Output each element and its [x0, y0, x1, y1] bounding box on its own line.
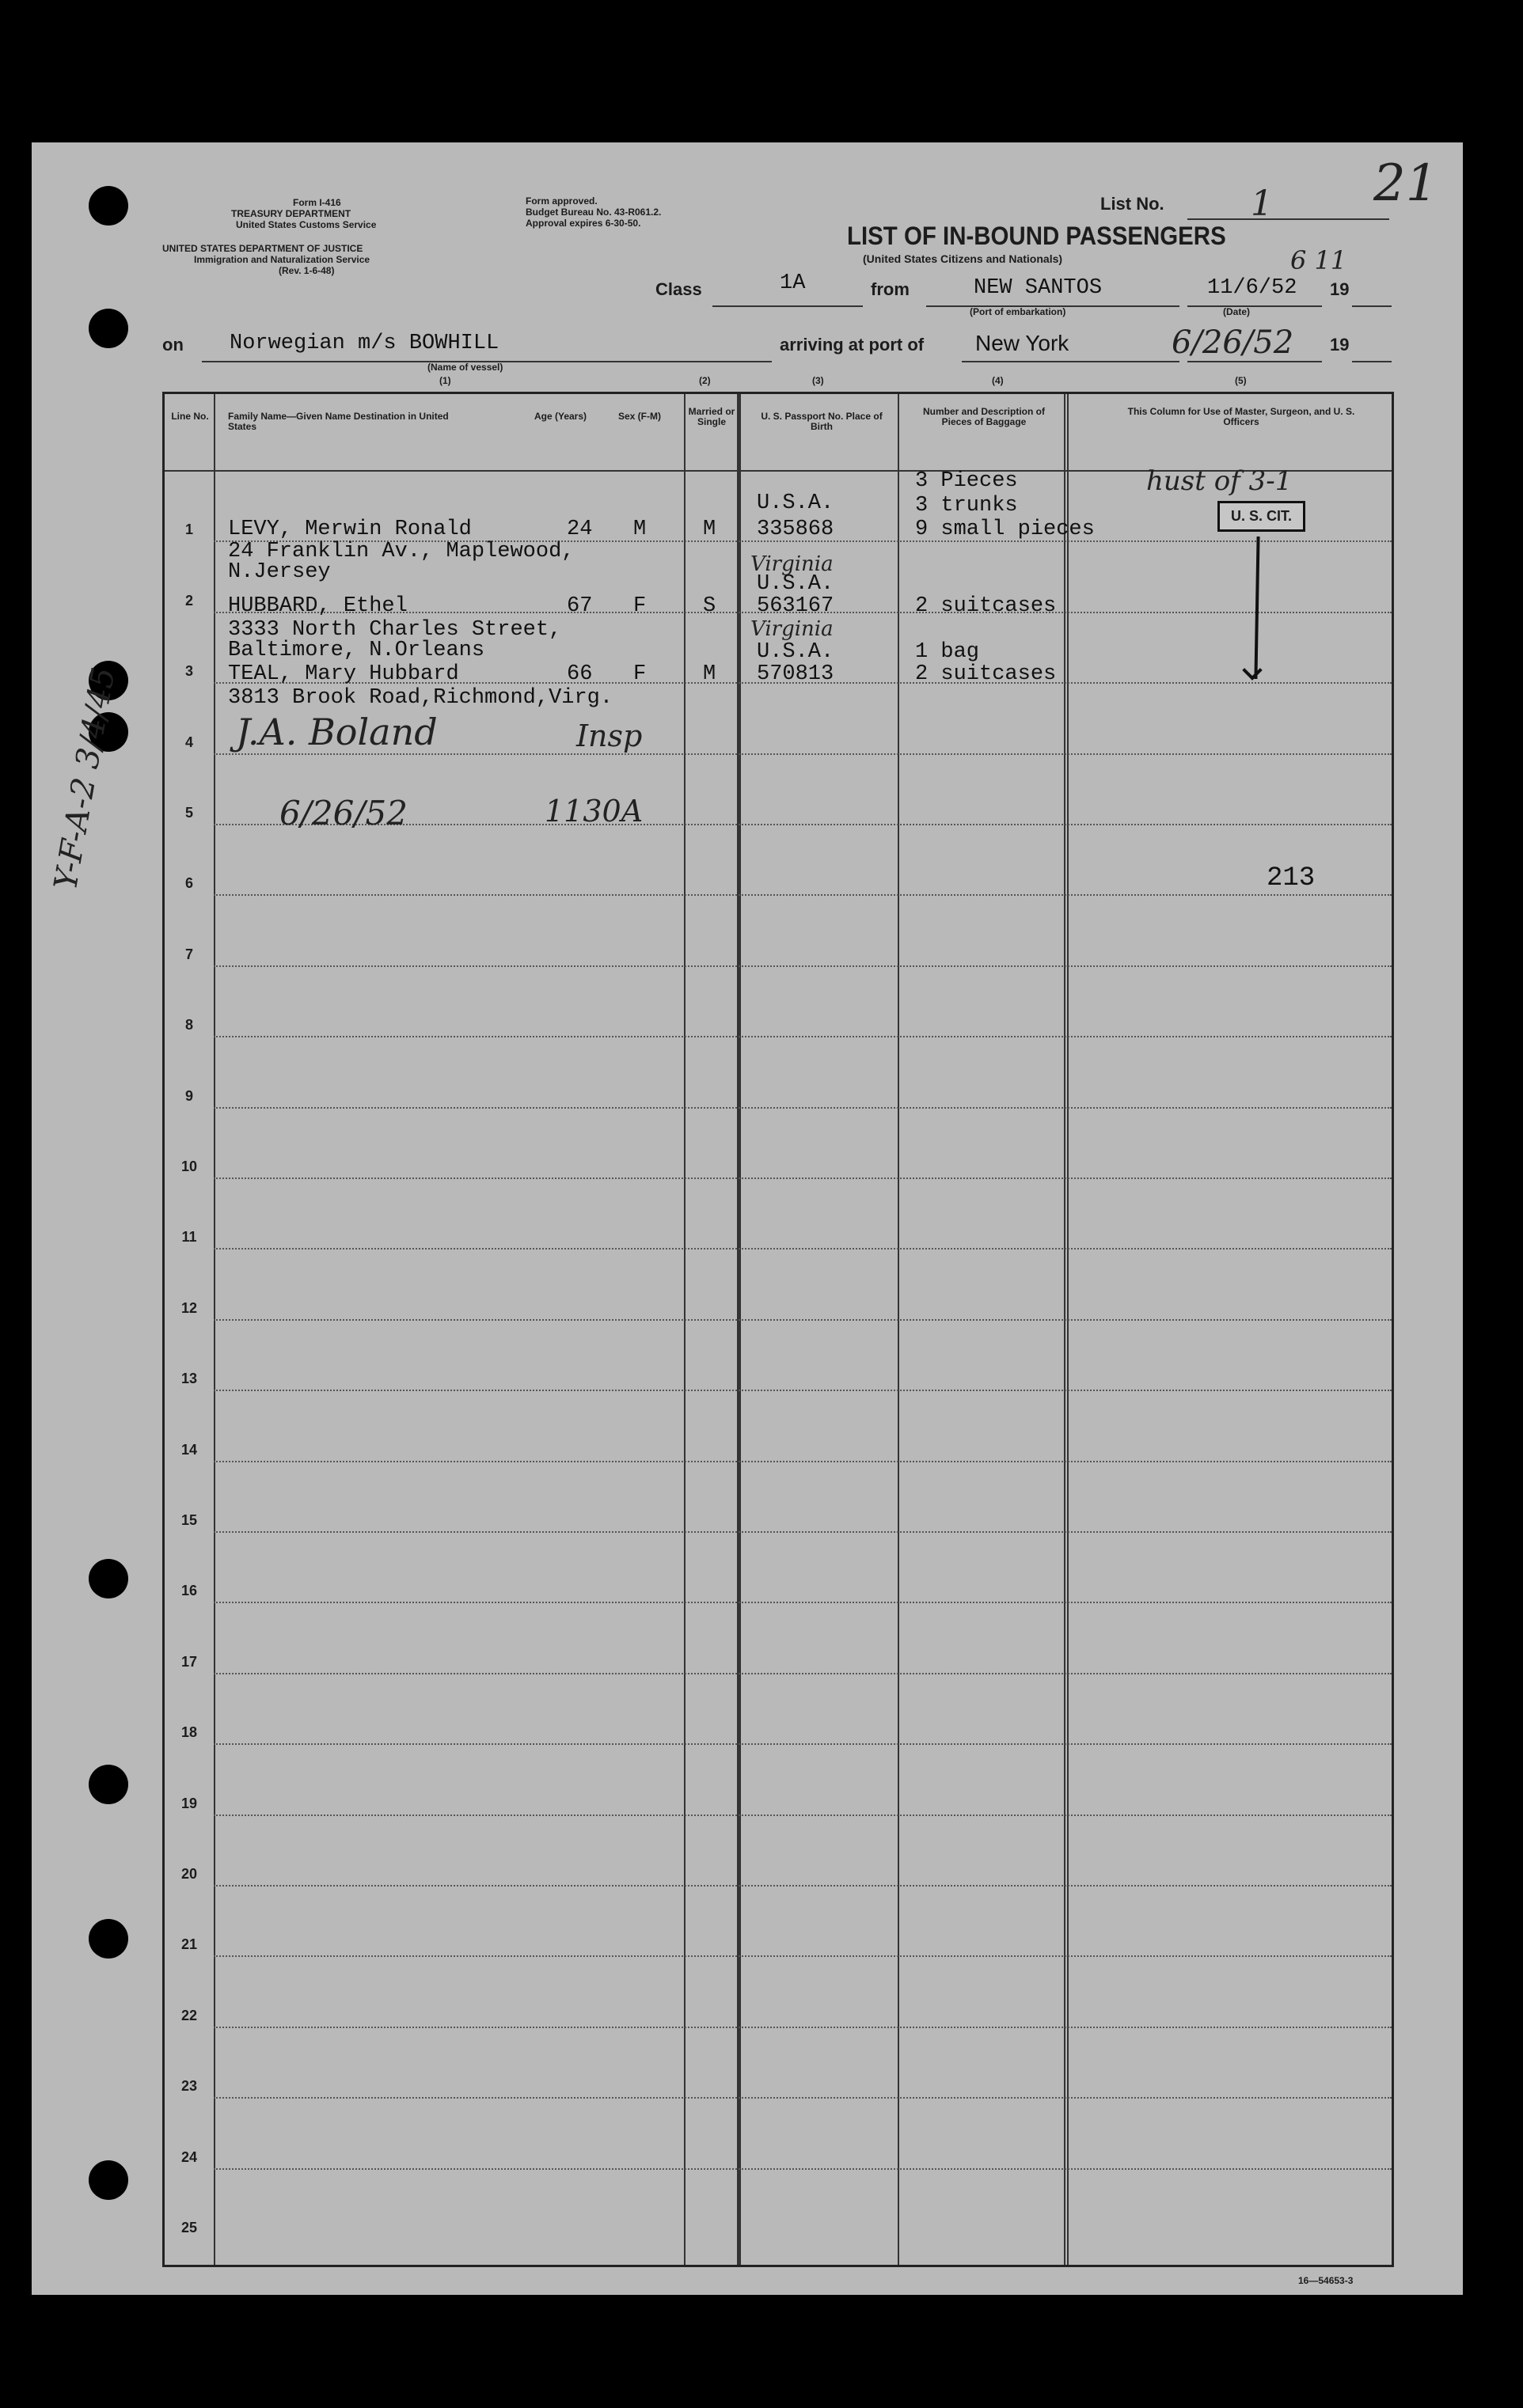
corner-number: 21 [1373, 154, 1438, 213]
justice-dept: UNITED STATES DEPARTMENT OF JUSTICE [162, 243, 363, 254]
budget-bureau: Budget Bureau No. 43-R061.2. [526, 207, 662, 218]
col-marker-4: (4) [992, 375, 1004, 386]
passenger-1-baggage-1: 3 Pieces [915, 469, 1018, 493]
passenger-2-birthplace: U.S.A. [757, 572, 834, 596]
form-number: Form I-416 [293, 197, 341, 208]
passenger-2-birthplace-note: Virginia [750, 552, 834, 576]
margin-note: Y-F-A-2 3/4/45 [47, 664, 123, 893]
line-number: 5 [184, 805, 193, 821]
signed-time: 1130A [545, 794, 644, 829]
punch-hole [89, 1919, 128, 1959]
passenger-2-baggage-1: 2 suitcases [915, 594, 1057, 618]
arriving-label: arriving at port of [780, 335, 925, 355]
passenger-1-name: LEVY, Merwin Ronald [228, 518, 472, 541]
row-rule [214, 1461, 1392, 1463]
row-rule [214, 1673, 1392, 1675]
arrival-date: 6/26/52 [1172, 324, 1294, 361]
col-marker-1: (1) [439, 375, 451, 386]
list-no-line [1187, 195, 1389, 220]
passenger-3-baggage-1: 1 bag [915, 640, 980, 664]
col-head-married: Married or Single [688, 406, 735, 427]
year-prefix-2: 19 [1330, 335, 1350, 355]
row-rule [214, 2027, 1392, 2029]
line-number: 11 [181, 1229, 197, 1246]
line-number: 25 [180, 2220, 198, 2235]
date-caption: (Date) [1223, 306, 1251, 317]
row-rule [214, 753, 1392, 756]
passenger-1-marital: M [703, 518, 716, 541]
passenger-1-passport: 335868 [757, 518, 834, 541]
on-label: on [162, 335, 184, 355]
punch-hole [89, 1559, 128, 1598]
revision: (Rev. 1-6-48) [279, 265, 335, 276]
row-rule [214, 1177, 1392, 1180]
page-title: LIST OF IN-BOUND PASSENGERS [847, 222, 1226, 250]
line-number: 7 [184, 946, 193, 962]
row-rule [214, 894, 1392, 897]
passenger-2-name: HUBBARD, Ethel [228, 594, 408, 618]
col-head-line: Line No. [171, 411, 209, 422]
passenger-1-age: 24 [567, 518, 593, 541]
row-rule [214, 1248, 1392, 1250]
punch-hole [89, 309, 128, 348]
row-rule [214, 1319, 1392, 1322]
passenger-3-marital: M [703, 662, 716, 686]
footer-code: 16—54653-3 [1298, 2275, 1354, 2286]
line-number: 4 [184, 734, 193, 750]
passenger-3-name: TEAL, Mary Hubbard [228, 662, 459, 686]
year-prefix: 19 [1330, 279, 1350, 299]
line-number: 15 [180, 1512, 198, 1528]
row-rule [214, 1036, 1392, 1038]
citizen-stamp [1217, 501, 1305, 532]
passenger-3-address-1: 3813 Brook Road,Richmond,Virg. [228, 686, 613, 710]
line-number: 17 [180, 1653, 198, 1670]
bracket-line [1254, 537, 1259, 679]
passenger-3-age: 66 [567, 662, 593, 686]
passenger-1-baggage-2: 3 trunks [915, 494, 1018, 518]
vessel-caption: (Name of vessel) [427, 362, 503, 373]
row-rule [214, 1743, 1392, 1746]
year-line-2 [1352, 337, 1392, 362]
passenger-1-birthplace: U.S.A. [757, 491, 834, 515]
class-label: Class [655, 279, 702, 299]
class-value: 1A [780, 271, 806, 295]
officer-note: hust of 3-1 [1146, 465, 1293, 497]
row-rule [214, 965, 1392, 968]
line-number: 10 [180, 1158, 198, 1174]
form-approved: Form approved. [526, 195, 598, 207]
passenger-3-passport: 570813 [757, 662, 834, 686]
row-rule [214, 1531, 1392, 1534]
treasury-dept: TREASURY DEPARTMENT [231, 208, 351, 219]
passenger-1-baggage-3: 9 small pieces [915, 518, 1095, 541]
signed-date: 6/26/52 [279, 794, 408, 832]
line-number: 20 [180, 1866, 198, 1882]
vessel-name: Norwegian m/s BOWHILL [230, 332, 499, 355]
passenger-2-address-2: Baltimore, N.Orleans [228, 639, 485, 662]
col-head-officers: This Column for Use of Master, Surgeon, and U. S. Officers [1127, 406, 1355, 427]
list-no-label: List No. [1100, 194, 1164, 214]
row-rule [214, 1602, 1392, 1604]
passenger-3-baggage-2: 2 suitcases [915, 662, 1057, 686]
punch-hole [89, 1765, 128, 1804]
passenger-2-age: 67 [567, 594, 593, 618]
line-number: 16 [180, 1583, 198, 1599]
line-number: 6 [184, 875, 193, 892]
line-number: 8 [184, 1017, 193, 1033]
bracket-arrow [1242, 660, 1262, 680]
passenger-2-sex: F [633, 594, 647, 618]
row-rule [214, 1107, 1392, 1109]
page-subtitle: (United States Citizens and Nationals) [863, 252, 1063, 265]
port-of-embarkation: NEW SANTOS [974, 276, 1103, 300]
col-marker-2: (2) [699, 375, 711, 386]
passenger-2-marital: S [703, 594, 716, 618]
line-number: 12 [180, 1299, 198, 1316]
passenger-1-address-2: N.Jersey [228, 560, 331, 584]
passenger-3-sex: F [633, 662, 647, 686]
row-rule [214, 1815, 1392, 1817]
row-rule [214, 1955, 1392, 1958]
inspector-title: Insp [576, 719, 643, 753]
embarkation-date: 11/6/52 [1207, 276, 1297, 300]
line-number: 21 [180, 1936, 198, 1953]
passenger-table [162, 392, 1394, 2267]
line-number: 14 [180, 1441, 198, 1458]
passenger-2-passport: 563167 [757, 594, 834, 618]
arrival-port: New York [975, 331, 1069, 355]
inspector-signature: J.A. Boland [236, 711, 438, 753]
line-number: 13 [180, 1371, 198, 1387]
line-number: 22 [180, 2007, 198, 2023]
line-number: 24 [180, 2148, 198, 2165]
line-number: 2 [184, 592, 193, 609]
line-number: 9 [184, 1087, 193, 1104]
col-marker-3: (3) [812, 375, 824, 386]
punch-hole [89, 2160, 128, 2200]
line-number: 1 [184, 521, 193, 538]
row-rule [214, 1390, 1392, 1392]
col-head-sex: Sex (F-M) [618, 411, 661, 422]
passenger-3-birthplace-note: Virginia [750, 617, 834, 641]
col-head-baggage: Number and Description of Pieces of Baggage [922, 406, 1045, 427]
port-caption: (Port of embarkation) [970, 306, 1066, 317]
line-number: 18 [180, 1724, 198, 1741]
row-rule [214, 2097, 1392, 2099]
line-number: 3 [184, 663, 193, 680]
col-head-name: Family Name—Given Name Destination in United States [228, 411, 449, 432]
col-head-age: Age (Years) [534, 411, 587, 422]
passenger-3-birthplace: U.S.A. [757, 640, 834, 664]
citizen-stamp-text: U. S. CIT. [1231, 508, 1293, 524]
customs-service: United States Customs Service [236, 219, 377, 230]
line-number: 23 [180, 2078, 198, 2095]
row-rule [214, 1885, 1392, 1887]
page-count: 213 [1267, 863, 1316, 893]
passenger-2-address-1: 3333 North Charles Street, [228, 618, 562, 642]
col-head-passport: U. S. Passport No. Place of Birth [761, 411, 883, 432]
line-number: 19 [180, 1795, 198, 1811]
approval-expires: Approval expires 6-30-50. [526, 218, 641, 229]
col-marker-5: (5) [1235, 375, 1247, 386]
row-rule [214, 2168, 1392, 2171]
passenger-1-sex: M [633, 518, 647, 541]
passenger-1-address-1: 24 Franklin Av., Maplewood, [228, 540, 575, 563]
year-line [1352, 282, 1392, 307]
date-correction: 6 11 [1290, 245, 1347, 275]
punch-hole [89, 186, 128, 226]
list-no-value: 1 [1251, 184, 1273, 224]
ins-name: Immigration and Naturalization Service [194, 254, 370, 265]
from-label: from [871, 279, 910, 299]
